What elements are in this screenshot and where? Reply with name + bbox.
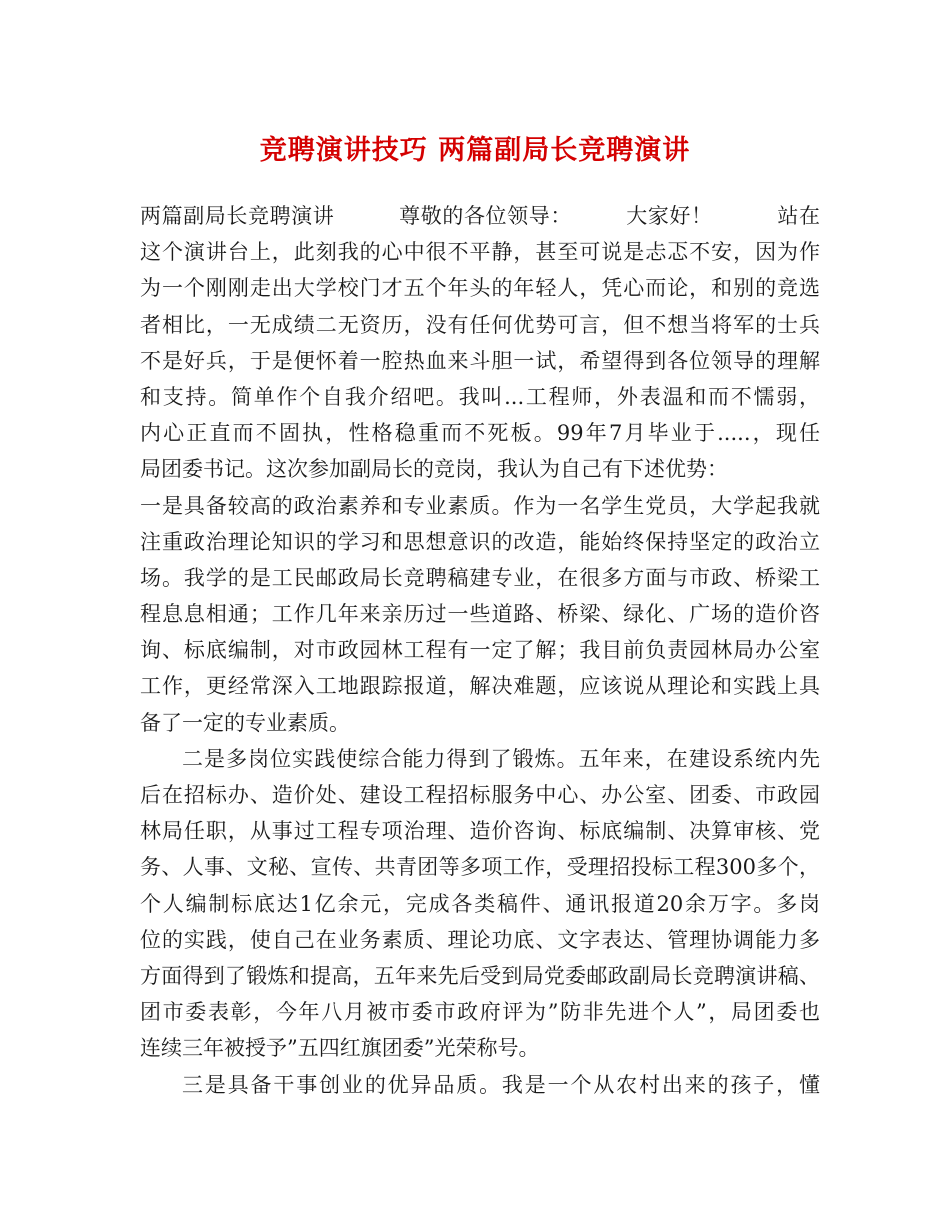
text-line: 询、标底编制，对市政园林工程有一定了解；我目前负责园林局办公室: [140, 638, 820, 663]
text-line: 二是多岗位实践使综合能力得到了锻炼。五年来，在建设系统内先: [182, 746, 820, 771]
text-line: 个人编制标底达1亿余元，完成各类稿件、通讯报道20余万字。多岗: [140, 891, 820, 916]
text-line: 务、人事、文秘、宣传、共青团等多项工作，受理招投标工程300多个，: [140, 855, 820, 880]
text-line: 程息息相通；工作几年来亲历过一些道路、桥梁、绿化、广场的造价咨: [140, 602, 820, 627]
text-line: 位的实践，使自己在业务素质、理论功底、文字表达、管理协调能力多: [140, 927, 820, 952]
text-line: 一是具备较高的政治素养和专业素质。作为一名学生党员，大学起我就: [140, 493, 820, 518]
text-line: 场。我学的是工民邮政局长竞聘稿建专业，在很多方面与市政、桥梁工: [140, 565, 820, 590]
text-line: 这个演讲台上，此刻我的心中很不平静，甚至可说是忐忑不安，因为作: [140, 240, 820, 265]
text-line: 连续三年被授予”五四红旗团委”光荣称号。: [140, 1036, 540, 1061]
text-line: 局团委书记。这次参加副局长的竞岗，我认为自己有下述优势：: [140, 457, 728, 482]
text-line: 内心正直而不固执，性格稳重而不死板。99年7月毕业于.....，现任: [140, 421, 820, 446]
text-line: 和支持。简单作个自我介绍吧。我叫...工程师，外表温和而不懦弱，: [140, 384, 820, 409]
text-line: 林局任职，从事过工程专项治理、造价咨询、标底编制、决算审核、党: [140, 819, 820, 844]
text-line: 三是具备干事创业的优异品质。我是一个从农村出来的孩子，懂: [182, 1072, 820, 1097]
text-line: 两篇副局长竞聘演讲 尊敬的各位领导： 大家好！ 站在: [140, 204, 820, 228]
text-line: 团市委表彰，今年八月被市委市政府评为”防非先进个人”，局团委也: [140, 1000, 820, 1025]
text-line: 方面得到了锻炼和提高，五年来先后受到局党委邮政副局长竞聘演讲稿、: [140, 963, 820, 988]
text-line: 备了一定的专业素质。: [140, 710, 350, 735]
text-line: 注重政治理论知识的学习和思想意识的改造，能始终保持坚定的政治立: [140, 529, 820, 554]
text-line: 工作，更经常深入工地跟踪报道，解决难题，应该说从理论和实践上具: [140, 674, 820, 699]
document-title: 竞聘演讲技巧 两篇副局长竞聘演讲: [259, 135, 691, 166]
text-line: 不是好兵，于是便怀着一腔热血来斗胆一试，希望得到各位领导的理解: [140, 348, 820, 373]
text-line: 为一个刚刚走出大学校门才五个年头的年轻人，凭心而论，和别的竞选: [140, 276, 820, 301]
text-line: 后在招标办、造价处、建设工程招标服务中心、办公室、团委、市政园: [140, 783, 820, 807]
document-body: [140, 198, 820, 1103]
text-line: 者相比，一无成绩二无资历，没有任何优势可言，但不想当将军的士兵: [140, 312, 820, 337]
